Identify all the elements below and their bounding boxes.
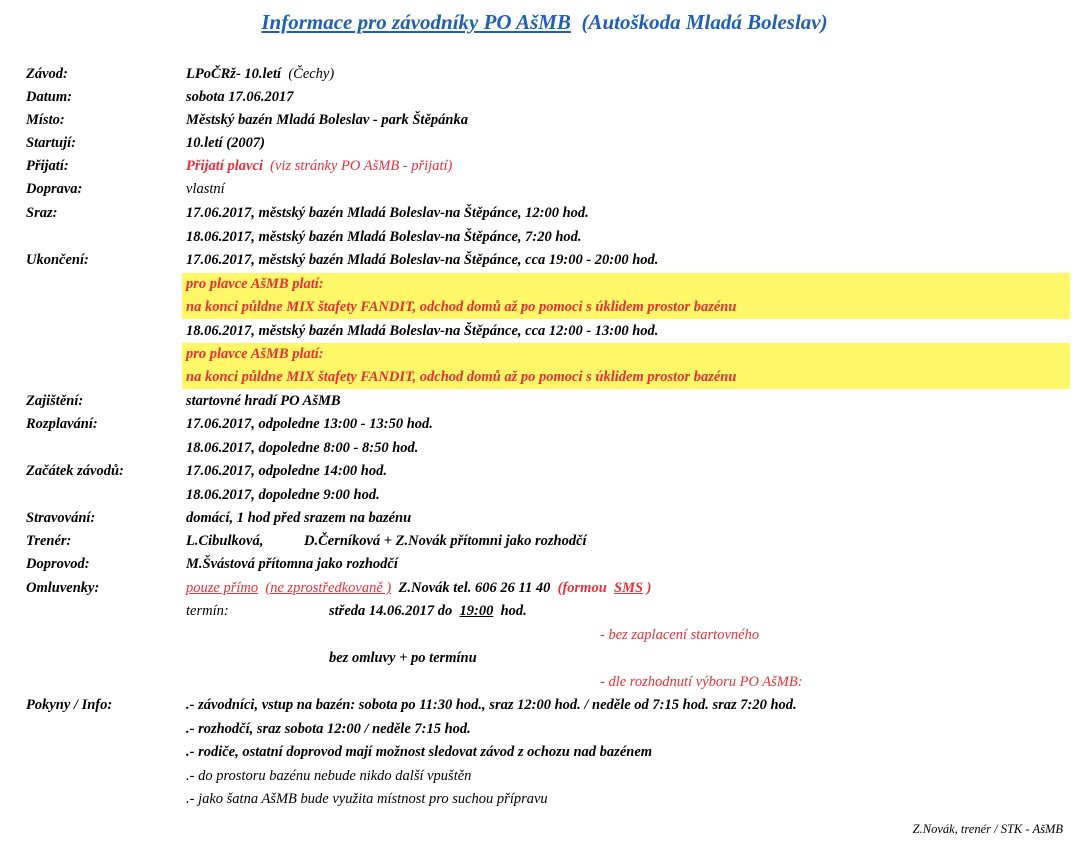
pokyny-line-2: .- rozhodčí, sraz sobota 12:00 / neděle 7:15 hod. <box>186 721 471 737</box>
value-ukonceni-1: 17.06.2017, městský bazén Mladá Boleslav-na Štěpánce, cca 19:00 - 20:00 hod. <box>186 252 659 268</box>
pokyny-line-4: .- do prostoru bazénu nebude nikdo další vpuštěn <box>186 768 472 784</box>
value-zajisteni: startovné hradí PO AšMB <box>186 393 341 409</box>
note-a-line1: pro plavce AšMB platí: <box>186 276 324 292</box>
label-datum: Datum: <box>26 89 72 105</box>
value-zacatek-1: 17.06.2017, odpoledne 14:00 hod. <box>186 463 387 479</box>
note-b-line2: na konci půldne MIX štafety FANDIT, odchod domů až po pomoci s úklidem prostor bazénu <box>186 369 737 385</box>
label-prijati: Přijatí: <box>26 158 69 174</box>
value-startuji: 10.letí (2007) <box>186 135 265 151</box>
note-a-line2: na konci půldne MIX štafety FANDIT, odchod domů až po pomoci s úklidem prostor bazénu <box>186 299 737 315</box>
value-doprovod: M.Švástová přítomna jako rozhodčí <box>186 556 398 572</box>
value-doprava: vlastní <box>186 181 225 197</box>
label-zavod: Závod: <box>26 66 68 82</box>
value-datum: sobota 17.06.2017 <box>186 89 294 105</box>
value-stravovani: domácí, 1 hod před srazem na bazénu <box>186 510 412 526</box>
value-rozplavani-2: 18.06.2017, dopoledne 8:00 - 8:50 hod. <box>186 440 419 456</box>
omluvenky-note-2: - dle rozhodnutí výboru PO AšMB: <box>600 674 803 690</box>
omluvenky-note-1: - bez zaplacení startovného <box>600 627 760 643</box>
label-omluvenky: Omluvenky: <box>26 580 100 596</box>
signature: Z.Novák, trenér / STK - AšMB <box>912 822 1063 836</box>
label-startuji: Startují: <box>26 135 76 151</box>
omluvenky-part5: SMS <box>614 580 644 596</box>
value-trener-1: L.Cibulková, <box>186 533 264 549</box>
value-prijati: Přijatí plavci (viz stránky PO AšMB - přijatí) <box>186 158 453 174</box>
label-misto: Místo: <box>26 112 65 128</box>
omluvenky-part1: pouze přímo <box>186 580 259 596</box>
termin-value: středa 14.06.2017 do 19:00 hod. <box>329 603 527 619</box>
value-zacatek-2: 18.06.2017, dopoledne 9:00 hod. <box>186 487 380 503</box>
omluvenky-part2: (ne zprostředkovaně ) <box>265 580 392 596</box>
value-misto: Městský bazén Mladá Boleslav - park Štěpánka <box>186 112 468 128</box>
label-doprovod: Doprovod: <box>26 556 90 572</box>
pokyny-line-1: .- závodníci, vstup na bazén: sobota po 11:30 hod., sraz 12:00 hod. / neděle od 7:15 hod. sraz 7:20 hod. <box>186 697 797 713</box>
pokyny-line-5: .- jako šatna AšMB bude využita místnost pro suchou přípravu <box>186 791 548 807</box>
value-zavod: LPoČRž- 10.letí (Čechy) <box>186 66 335 82</box>
bez-omluvy: bez omluvy + po termínu <box>329 650 477 666</box>
label-trener: Trenér: <box>26 533 72 549</box>
label-doprava: Doprava: <box>26 181 83 197</box>
label-sraz: Sraz: <box>26 205 58 221</box>
label-stravovani: Stravování: <box>26 510 96 526</box>
value-omluvenky <box>186 577 652 600</box>
label-rozplavani: Rozplavání: <box>26 416 98 432</box>
value-sraz-1: 17.06.2017, městský bazén Mladá Boleslav-na Štěpánce, 12:00 hod. <box>186 205 589 221</box>
value-ukonceni-2: 18.06.2017, městský bazén Mladá Boleslav-na Štěpánce, cca 12:00 - 13:00 hod. <box>186 323 659 339</box>
label-zacatek: Začátek závodů: <box>26 463 124 479</box>
label-ukonceni: Ukončení: <box>26 252 89 268</box>
value-sraz-2: 18.06.2017, městský bazén Mladá Boleslav-na Štěpánce, 7:20 hod. <box>186 229 582 245</box>
highlight-note-a <box>182 273 1070 319</box>
termin-label: termín: <box>186 603 229 619</box>
value-trener-2: D.Černíková + Z.Novák přítomni jako rozhodčí <box>304 533 587 549</box>
omluvenky-part4: (formou <box>557 580 607 596</box>
title-main: Informace pro závodníky PO AšMB <box>261 10 571 34</box>
pokyny-line-3: .- rodiče, ostatní doprovod mají možnost sledovat závod z ochozu nad bazénem <box>186 744 653 760</box>
highlight-note-b <box>182 343 1070 389</box>
omluvenky-part6: ) <box>646 580 652 596</box>
page-title <box>0 10 1089 35</box>
omluvenky-part3: Z.Novák tel. 606 26 11 40 <box>398 580 551 596</box>
label-pokyny: Pokyny / Info: <box>26 697 113 713</box>
label-zajisteni: Zajištění: <box>26 393 84 409</box>
title-sub: (Autoškoda Mladá Boleslav) <box>581 10 828 34</box>
note-b-line1: pro plavce AšMB platí: <box>186 346 324 362</box>
value-rozplavani-1: 17.06.2017, odpoledne 13:00 - 13:50 hod. <box>186 416 433 432</box>
